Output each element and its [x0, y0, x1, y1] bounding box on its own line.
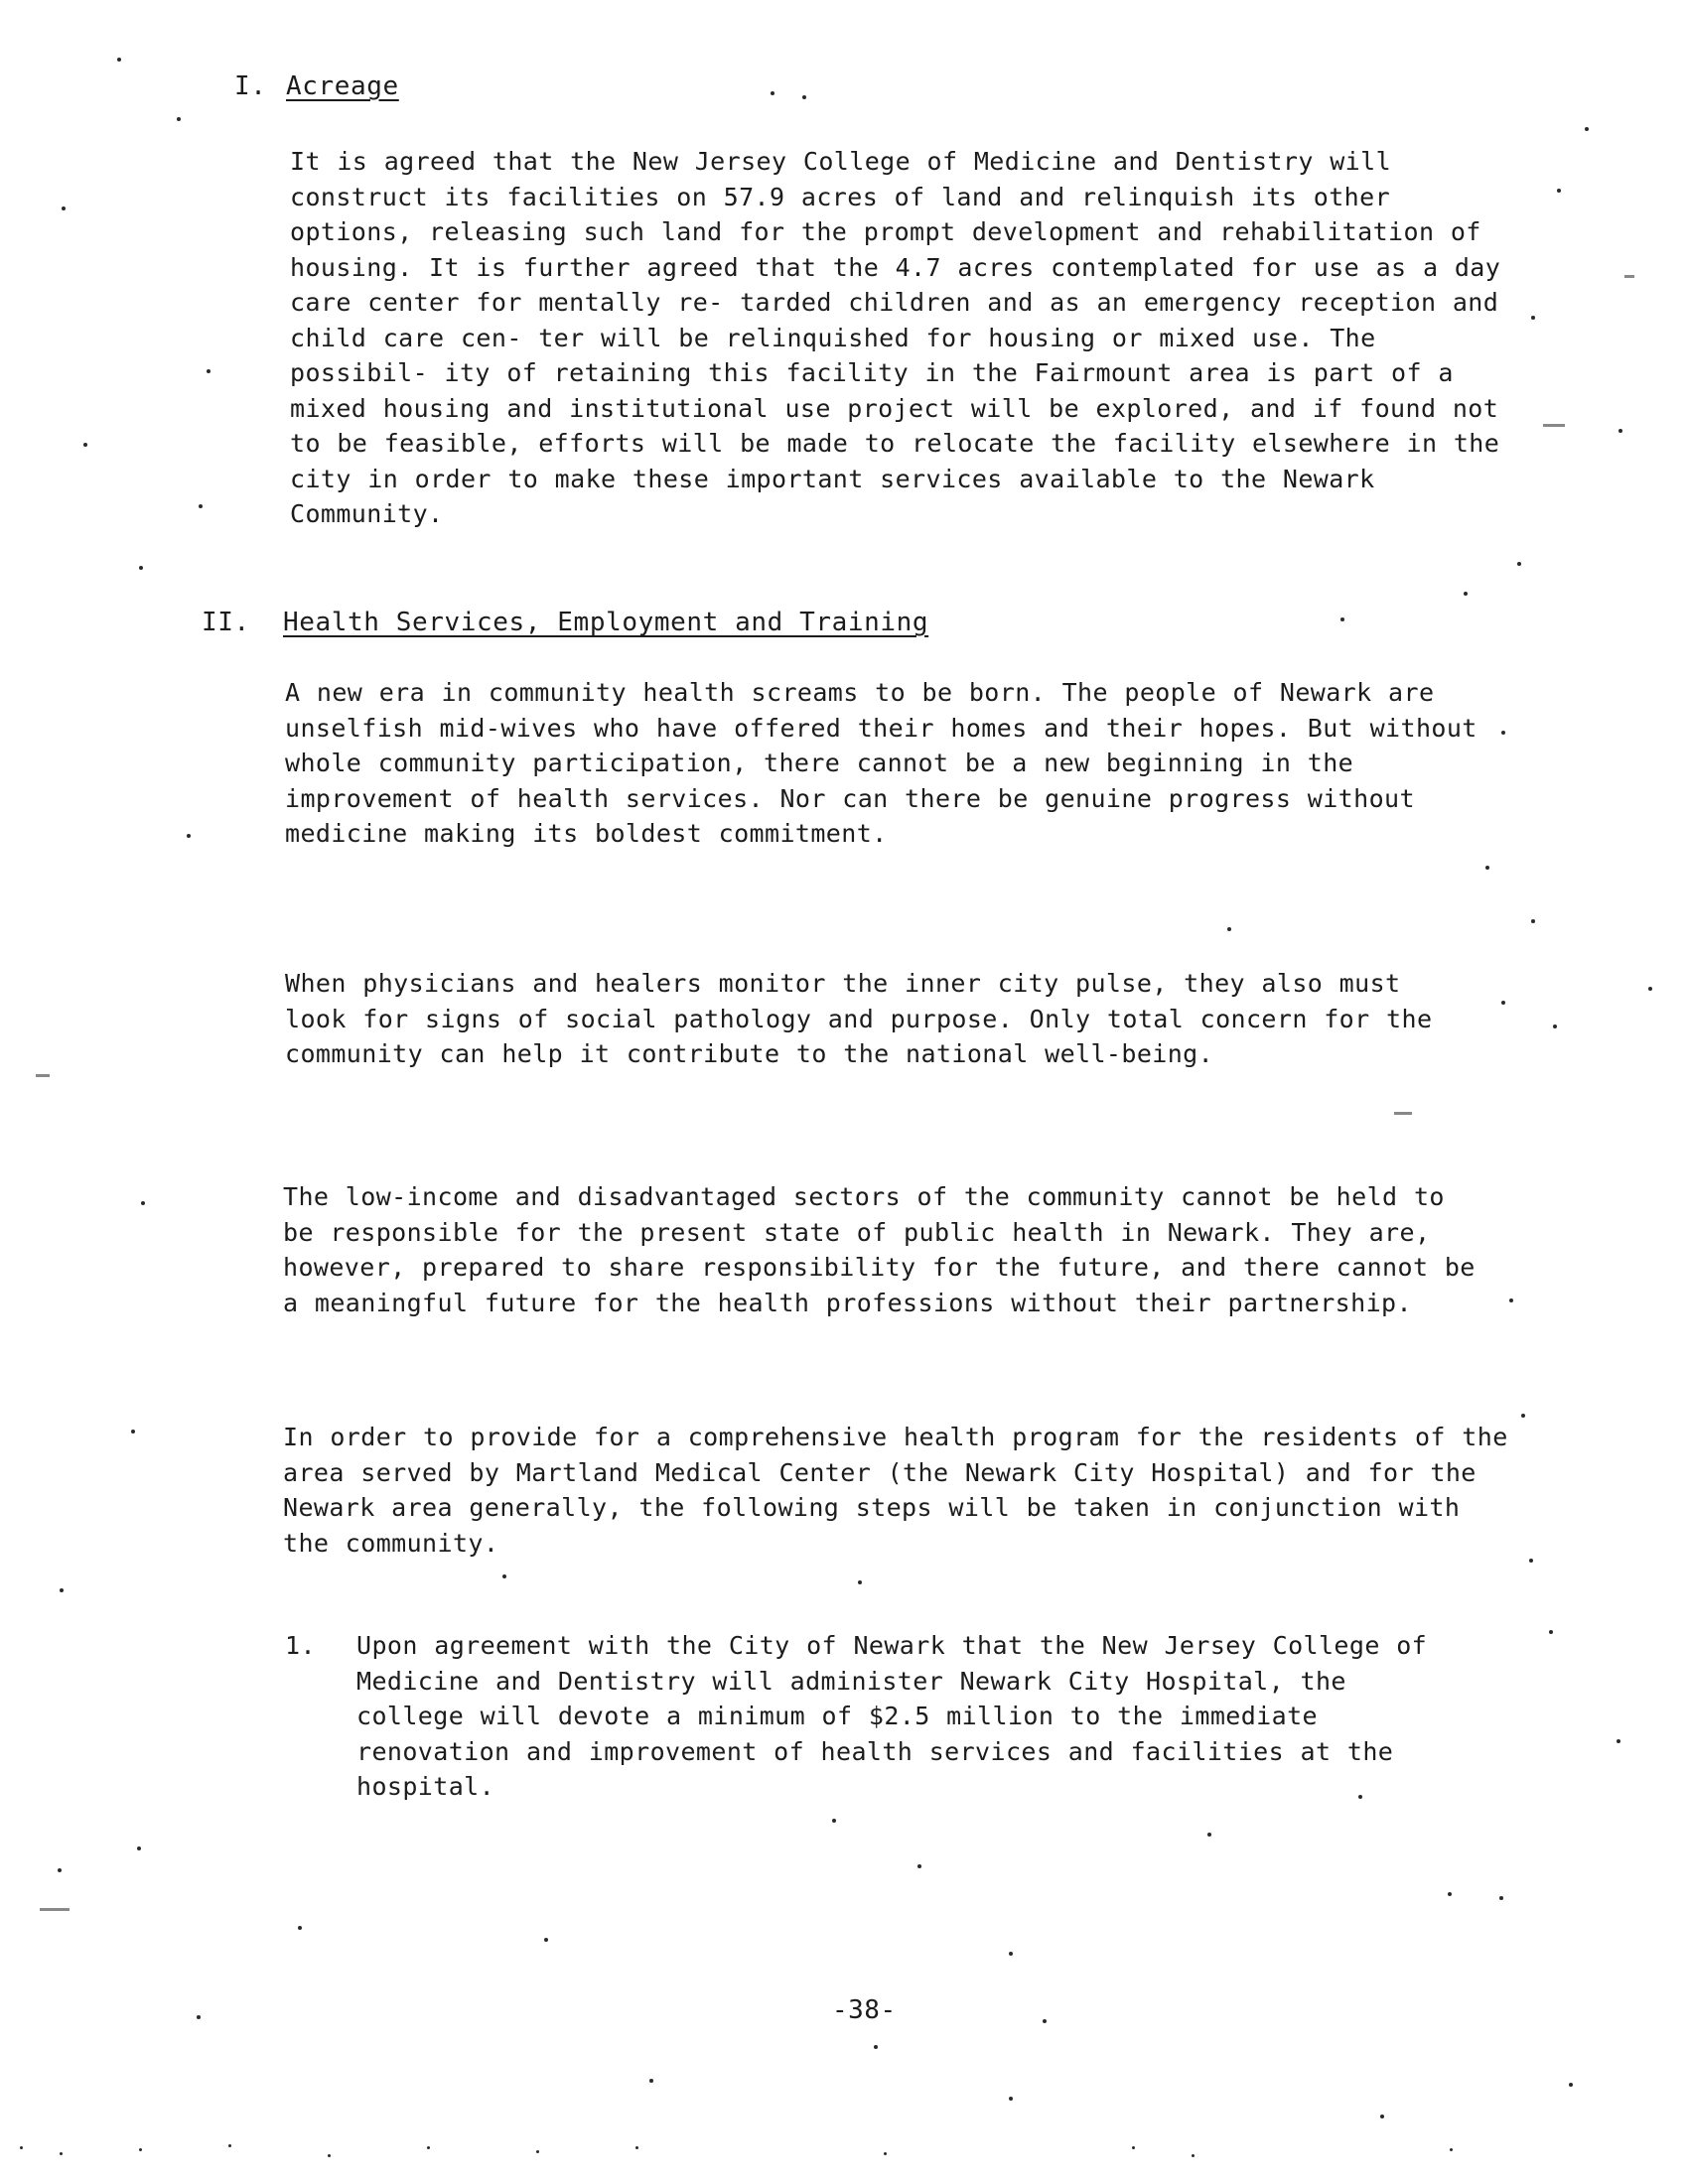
section-title: Health Services, Employment and Training [283, 608, 929, 637]
health-paragraph-4: In order to provide for a comprehensive health program for the residents of the area served by Martland Medical Center (the Newark City Hospital) and for the Newark area generally, the following steps will be taken in conjunction with the community. [283, 1423, 1508, 1558]
section-heading-health-services [202, 608, 928, 637]
acreage-paragraph: It is agreed that the New Jersey College of Medicine and Dentistry will construct its facilities on 57.9 acres of land and relinquish its other options, releasing such land for the prompt development and rehabilitation of housing. It is further agreed that the 4.7 acres contemplated for use as a day care center for mentally re- tarded children and as an emergency reception and child care cen- ter will be relinquished for housing or mixed use. The possibil- ity of retaining this facility in the Fairmount area is part of a mixed housing and institutional use project will be explored, and if found not to be feasible, efforts will be made to relocate the facility elsewhere in the city in order to make these important services available to the Newark Community. [290, 147, 1501, 528]
page-number: -38- [832, 1995, 897, 2025]
health-paragraph-1: A new era in community health screams to be born. The people of Newark are unselfish mid-wives who have offered their homes and their hopes. But without whole community participation, there cannot be a new beginning in the improvement of health services. Nor can there be genuine progress without medicine making its boldest commitment. [285, 678, 1477, 848]
section-number: I. [234, 71, 267, 101]
health-paragraph-2: When physicians and healers monitor the inner city pulse, they also must look for signs of social pathology and purpose. Only total concern for the community can help it contribute to the national well-being. [285, 969, 1433, 1068]
section-title: Acreage [286, 71, 399, 101]
list-marker: 1. [285, 1631, 316, 1660]
list-item [285, 1628, 1437, 1805]
section-number: II. [202, 608, 250, 637]
section-heading-acreage [234, 71, 399, 101]
list-item-text: Upon agreement with the City of Newark that the New Jersey College of Medicine and Dentistry will administer Newark City Hospital, the college will devote a minimum of $2.5 million to the immediate renovation and improvement of health services and facilities at the hospital. [356, 1631, 1428, 1801]
health-paragraph-3: The low-income and disadvantaged sectors of the community cannot be held to be responsible for the present state of public health in Newark. They are, however, prepared to share responsibility for the future, and there cannot be a meaningful future for the health professions without their partnership. [283, 1182, 1476, 1317]
